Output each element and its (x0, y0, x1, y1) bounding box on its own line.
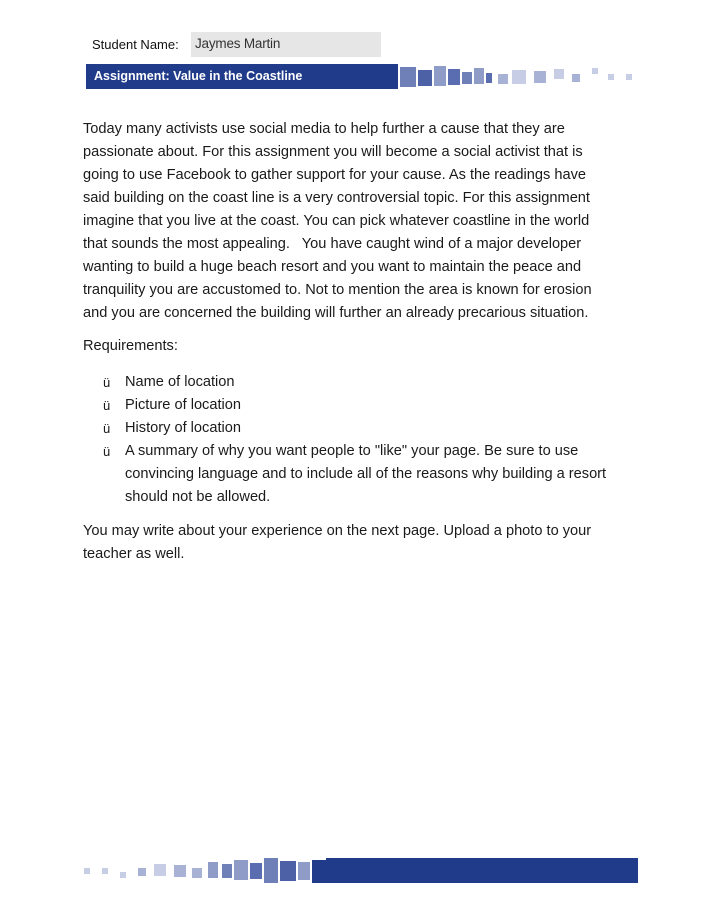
list-item (103, 417, 643, 440)
check-bullet-icon: ü (103, 375, 111, 390)
intro-line: imagine that you live at the coast. You can pick whatever coastline in the world (83, 213, 590, 229)
intro-line: wanting to build a huge beach resort and you want to maintain the peace and (83, 259, 582, 275)
intro-line: Today many activists use social media to help further a cause that they are (83, 121, 565, 137)
requirement-text: History of location (125, 420, 241, 436)
list-item (103, 440, 643, 509)
requirement-text: Name of location (125, 374, 235, 390)
assignment-banner (86, 64, 388, 89)
intro-line: said building on the coast line is a very controversial topic. For this assignment (83, 190, 590, 206)
requirement-text: A summary of why you want people to "like" your page. Be sure to use convincing language and to include all of the reasons why building a resort should not be allowed. (125, 443, 607, 505)
intro-line: tranquility you are accustomed to. Not to mention the area is known for erosion (83, 282, 592, 298)
intro-line: that sounds the most appealing. You have caught wind of a major developer (83, 236, 582, 252)
header-decoration (388, 64, 638, 89)
check-bullet-icon: ü (103, 444, 111, 459)
intro-line: and you are concerned the building will further an already precarious situation. (83, 305, 589, 321)
footer-decoration (84, 858, 326, 883)
list-item (103, 371, 643, 394)
assignment-title: Assignment: Value in the Coastline (94, 69, 303, 83)
intro-line: going to use Facebook to gather support for your cause. As the readings have (83, 167, 586, 183)
check-bullet-icon: ü (103, 421, 111, 436)
student-name-label: Student Name: (92, 37, 179, 52)
student-name-value: Jaymes Martin (195, 36, 281, 51)
requirements-list (103, 371, 643, 509)
check-bullet-icon: ü (103, 398, 111, 413)
requirements-label: Requirements: (83, 338, 178, 354)
footer-bar (326, 858, 638, 883)
student-name-field[interactable] (191, 32, 381, 57)
requirement-text: Picture of location (125, 397, 242, 413)
list-item (103, 394, 643, 417)
closing-paragraph: You may write about your experience on the next page. Upload a photo to your teacher as well. (83, 523, 592, 562)
intro-paragraph (83, 118, 643, 325)
intro-line: passionate about. For this assignment you will become a social activist that is (83, 144, 583, 160)
